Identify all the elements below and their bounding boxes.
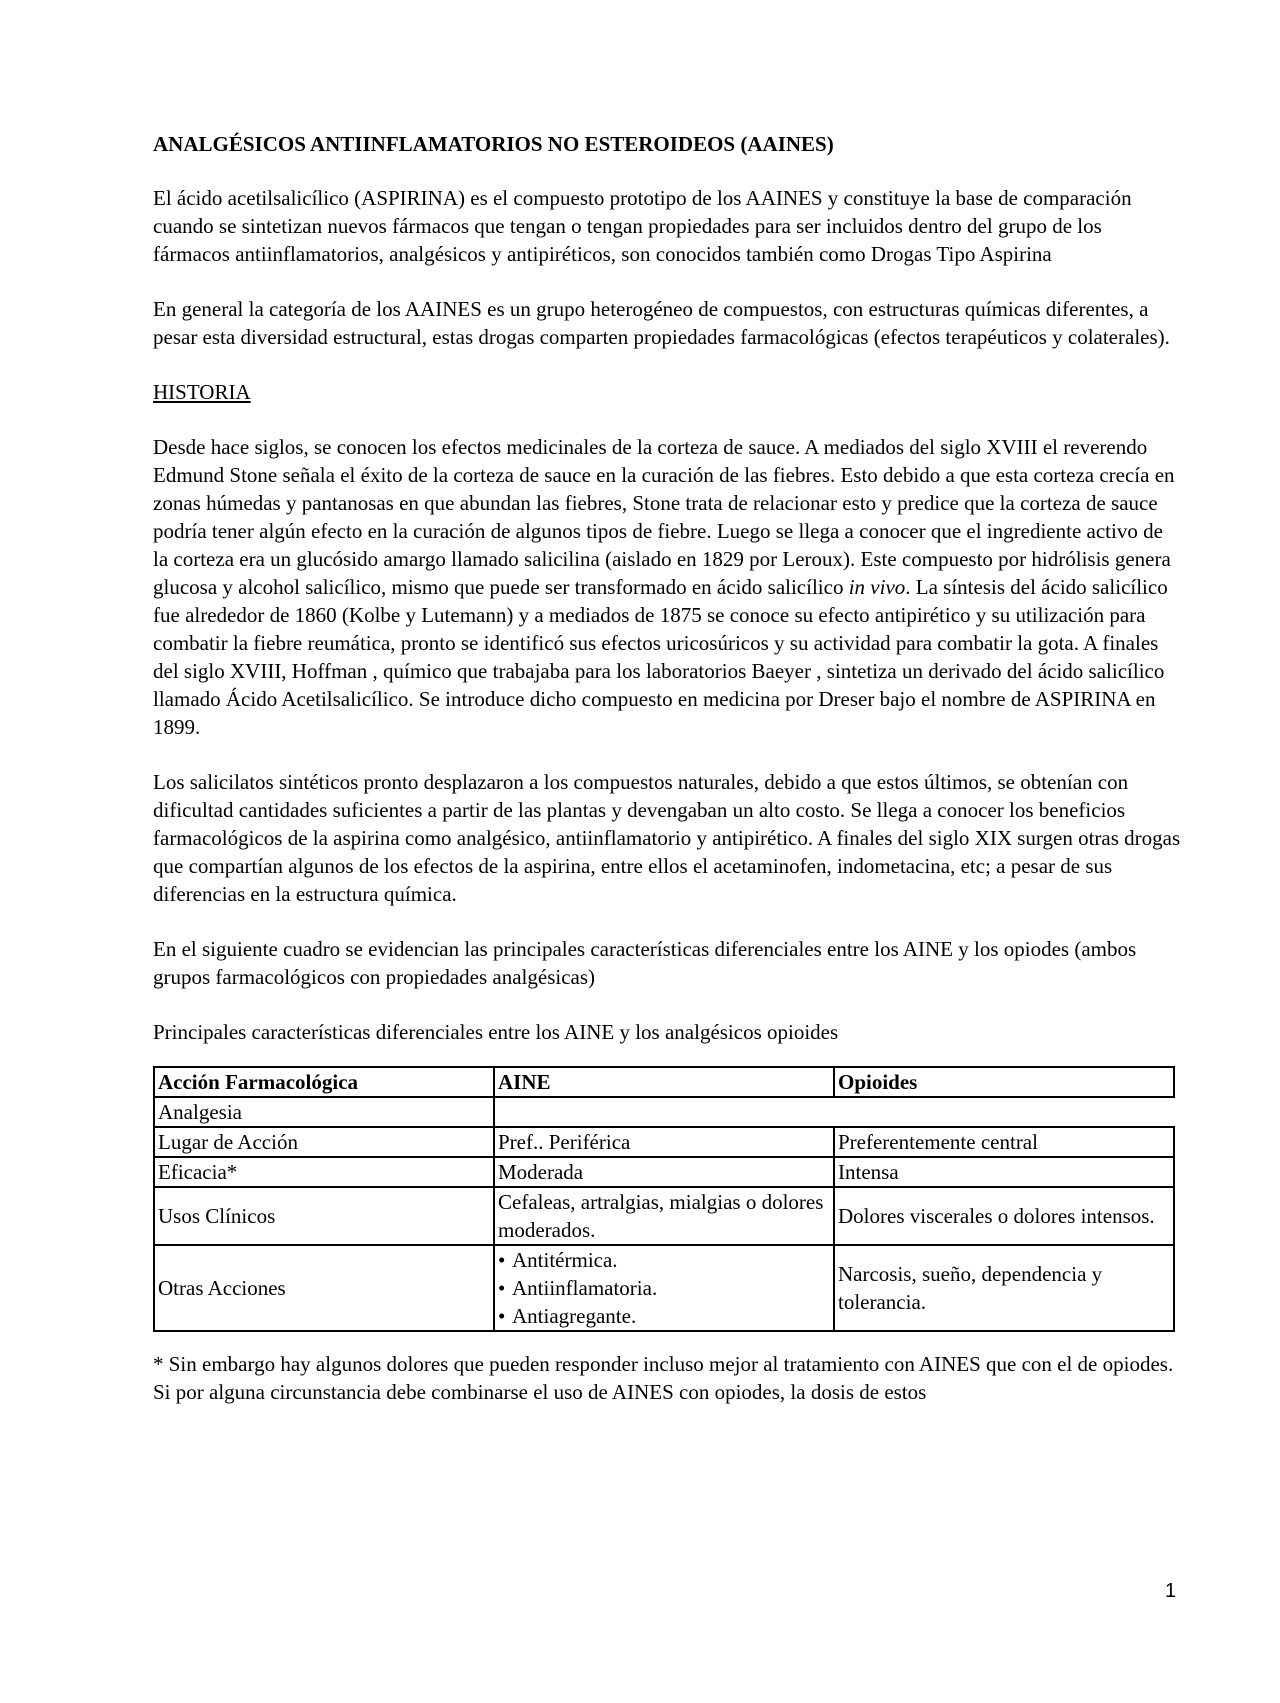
row-opioides: Dolores viscerales o dolores intensos. [834, 1187, 1174, 1245]
history-text-part1: Desde hace siglos, se conocen los efectos medicinales de la corteza de sauce. A mediados del siglo XVIII el reverendo Edmund Stone señala el éxito de la corteza de sauce en la curación de las fiebres. Esto debido a que esta corteza crecía en zonas húmedas y pantanosas en que abundan las fiebres, Stone trata de relacionar esto y predice que la corteza de sauce podría tener algún efecto en la curación de algunos tipos de fiebre. Luego se llega a conocer que el ingrediente activo de la corteza era un glucósido amargo llamado salicilina (aislado en 1829 por Leroux). Este compuesto por hidrólisis genera glucosa y alcohol salicílico, mismo que puede ser transformado en ácido salicílico [153, 435, 1175, 599]
header-aine: AINE [494, 1067, 834, 1097]
header-accion: Acción Farmacológica [154, 1067, 494, 1097]
row-label: Otras Acciones [154, 1245, 494, 1331]
history-italic-term: in vivo [848, 575, 906, 599]
row-label: Lugar de Acción [154, 1127, 494, 1157]
header-opioides: Opioides [834, 1067, 1174, 1097]
document-page [153, 130, 1183, 1406]
table-caption: Principales características diferenciales entre los AINE y los analgésicos opioides [153, 1020, 839, 1044]
comparison-table [153, 1066, 1175, 1332]
row-opioides: Preferentemente central [834, 1127, 1174, 1157]
paragraph-intro: El ácido acetilsalicílico (ASPIRINA) es el compuesto prototipo de los AAINES y constituye la base de comparación cuando se sintetizan nuevos fármacos que tengan o tengan propiedades para ser incluidos dentro del grupo de los fármacos antiinflamatorios, analgésicos y antipiréticos, son conocidos también como Drogas Tipo Aspirina [153, 186, 1132, 266]
row-label: Eficacia* [154, 1157, 494, 1187]
list-item: • Antiagregante. [498, 1302, 830, 1330]
table-row [154, 1187, 1174, 1245]
footnote: * Sin embargo hay algunos dolores que pueden responder incluso mejor al tratamiento con AINES que con el de opiodes. Si por alguna circunstancia debe combinarse el uso de AINES con opiodes, la dosis de estos [153, 1352, 1174, 1404]
paragraph-salicilatos: Los salicilatos sintéticos pronto desplazaron a los compuestos naturales, debido a que estos últimos, se obtenían con dificultad cantidades suficientes a partir de las plantas y devengaban un alto costo. Se llega a conocer los beneficios farmacológicos de la aspirina como analgésico, antiinflamatorio y antipirético. A finales del siglo XIX surgen otras drogas que compartían algunos de los efectos de la aspirina, entre ellos el acetaminofen, indometacina, etc; a pesar de sus diferencias en la estructura química. [153, 770, 1181, 906]
paragraph-history [153, 433, 1183, 741]
page-number: 1 [1165, 1580, 1177, 1602]
table-section-row [154, 1097, 1174, 1127]
table-row [154, 1157, 1174, 1187]
row-aine-list [494, 1245, 834, 1331]
table-row [154, 1127, 1174, 1157]
row-aine: Moderada [494, 1157, 834, 1187]
aine-actions-list [498, 1246, 830, 1330]
table-header-row [154, 1067, 1174, 1097]
row-aine: Pref.. Periférica [494, 1127, 834, 1157]
row-label: Usos Clínicos [154, 1187, 494, 1245]
row-opioides: Intensa [834, 1157, 1174, 1187]
paragraph-cuadro: En el siguiente cuadro se evidencian las principales características diferenciales entre los AINE y los opiodes (ambos grupos farmacológicos con propiedades analgésicas) [153, 937, 1137, 989]
section-blank-opioides [834, 1097, 1174, 1127]
row-opioides: Narcosis, sueño, dependencia y tolerancia. [834, 1245, 1174, 1331]
list-item: • Antitérmica. [498, 1246, 830, 1274]
section-analgesia: Analgesia [154, 1097, 494, 1127]
table-row-otras [154, 1245, 1174, 1331]
row-aine: Cefaleas, artralgias, mialgias o dolores moderados. [494, 1187, 834, 1245]
paragraph-category: En general la categoría de los AAINES es un grupo heterogéneo de compuestos, con estructuras químicas diferentes, a pesar esta diversidad estructural, estas drogas comparten propiedades farmacológicas (efectos terapéuticos y colaterales). [153, 297, 1170, 349]
list-item: • Antiinflamatoria. [498, 1274, 830, 1302]
document-title: ANALGÉSICOS ANTIINFLAMATORIOS NO ESTEROIDEOS (AAINES) [153, 132, 834, 156]
section-blank-aine [494, 1097, 834, 1127]
history-heading: HISTORIA [153, 380, 251, 404]
history-text-part2: . La síntesis del ácido salicílico fue alrededor de 1860 (Kolbe y Lutemann) y a mediados de 1875 se conoce su efecto antipirético y su utilización para combatir la fiebre reumática, pronto se identificó sus efectos uricosúricos y su actividad para combatir la gota. A finales del siglo XVIII, Hoffman , químico que trabajaba para los laboratorios Baeyer , sintetiza un derivado del ácido salicílico llamado Ácido Acetilsalicílico. Se introduce dicho compuesto en medicina por Dreser bajo el nombre de ASPIRINA en 1899. [153, 575, 1168, 739]
